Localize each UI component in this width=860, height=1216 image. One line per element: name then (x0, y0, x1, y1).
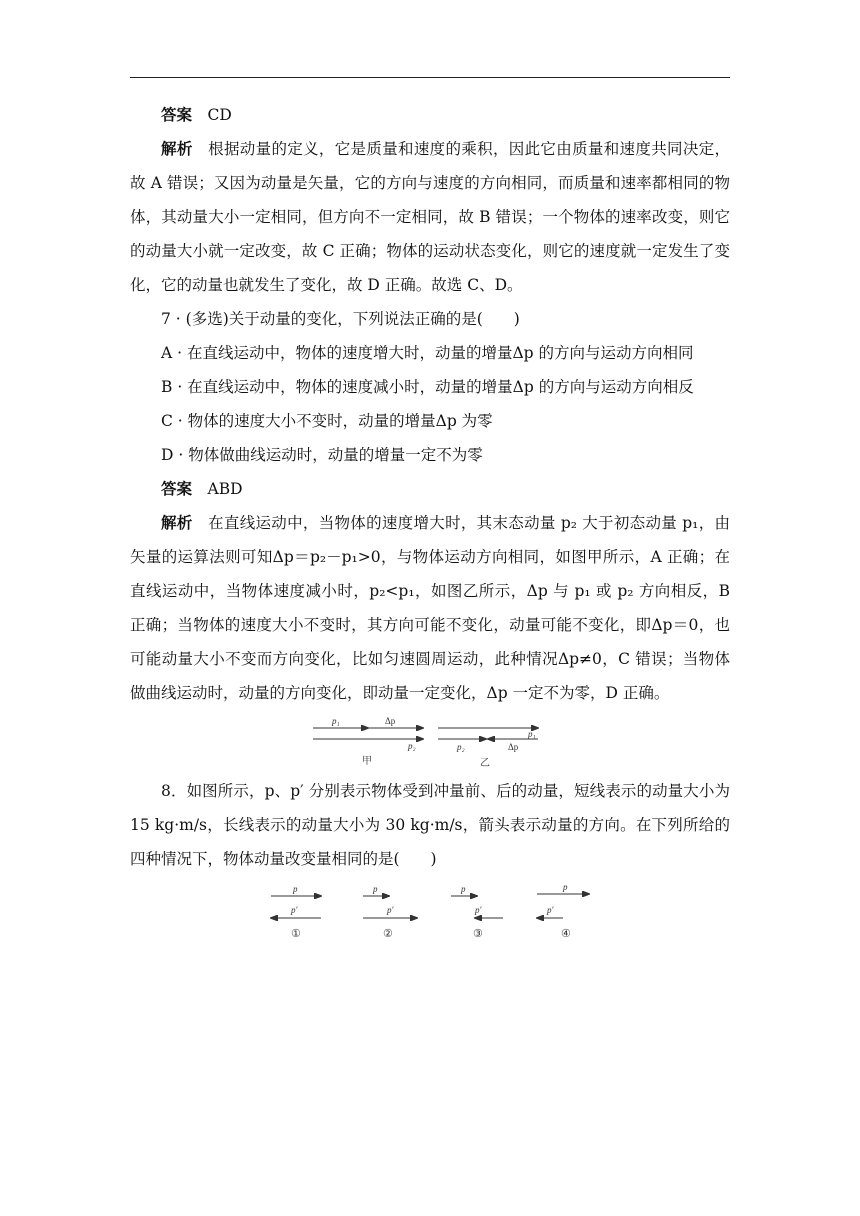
case1-pp-label: p′ (291, 905, 298, 915)
case3-p-label: p (461, 884, 466, 894)
q7-option-d: D · 物体做曲线运动时，动量的增量一定不为零 (161, 446, 483, 464)
q6-answer (130, 98, 730, 132)
header-rule (130, 77, 730, 78)
q7-analysis (130, 506, 730, 710)
q8-stem: 8．如图所示，p、p′ 分别表示物体受到冲量前、后的动量，短线表示的动量大小为 15 kg·m/s，长线表示的动量大小为 30 kg·m/s，箭头表示动量的方向。在下列所给的四种情况下，物体动量改变量相同的是( ) (130, 782, 730, 868)
case4-p-label: p (563, 882, 568, 892)
jia-caption: 甲 (362, 756, 372, 767)
analysis-text: 在直线运动中，当物体的速度增大时，其末态动量 p₂ 大于初态动量 p₁，由矢量的运算法则可知Δp＝p₂－p₁>0，与物体运动方向相同，如图甲所示，A 正确；在直线运动中，当物体速度减小时，p₂<p₁，如图乙所示，Δp 与 p₁ 或 p₂ 方向相反，B 正确；当物体的速度大小不变时，其方向可能不变化，动量可能不变化，即Δp＝0，也可能动量大小不变而方向变化，比如匀速圆周运动，此种情况Δp≠0，C 错误；当物体做曲线运动时，动量的方向变化，即动量一定变化，Δp 一定不为零，D 正确。 (130, 514, 730, 702)
analysis-label: 解析 (161, 140, 193, 158)
analysis-label: 解析 (161, 514, 193, 532)
analysis-text: 根据动量的定义，它是质量和速度的乘积，因此它由质量和速度共同决定，故 A 错误；又因为动量是矢量，它的方向与速度的方向相同，而质量和速率都相同的物体，其动量大小一定相同，但方向不一定相同，故 B 错误；一个物体的速率改变，则它的动量大小就一定改变，故 C 正确；物体的运动状态变化，则它的速度就一定发生了变化，它的动量也就发生了变化，故 D 正确。故选 C、D。 (130, 140, 730, 294)
q7-option-b: B · 在直线运动中，物体的速度减小时，动量的增量Δp 的方向与运动方向相反 (161, 378, 694, 396)
yi-p1-label: p₁ (528, 729, 536, 739)
yi-caption: 乙 (480, 758, 490, 769)
q6-analysis (130, 132, 730, 302)
case2-pp-label: p′ (387, 905, 394, 915)
jia-p2-label: p₂ (408, 741, 416, 751)
q7-option-c: C · 物体的速度大小不变时，动量的增量Δp 为零 (161, 412, 493, 430)
case1-label: ① (291, 928, 301, 940)
momentum-change-figure (310, 714, 550, 770)
yi-dp-label: Δp (508, 742, 519, 752)
four-cases-figure (265, 880, 595, 942)
jia-p1-label: p₁ (332, 716, 340, 726)
answer-value: ABD (207, 480, 243, 498)
case3-pp-label: p′ (475, 905, 482, 915)
q7-option-a: A · 在直线运动中，物体的速度增大时，动量的增量Δp 的方向与运动方向相同 (161, 344, 694, 362)
case2-label: ② (383, 928, 393, 940)
answer-value: CD (207, 106, 232, 124)
answer-label: 答案 (161, 480, 193, 498)
case1-p-label: p (293, 884, 298, 894)
case2-p-label: p (373, 884, 378, 894)
document-body (130, 98, 730, 946)
jia-dp-label: Δp (385, 716, 396, 726)
case4-label: ④ (561, 928, 571, 940)
q7-answer (130, 472, 730, 506)
answer-label: 答案 (161, 106, 193, 124)
q7-stem: 7 · (多选)关于动量的变化，下列说法正确的是( ) (161, 310, 520, 328)
case3-label: ③ (473, 928, 483, 940)
case4-pp-label: p′ (547, 905, 554, 915)
yi-p2-label: p₂ (457, 742, 465, 752)
